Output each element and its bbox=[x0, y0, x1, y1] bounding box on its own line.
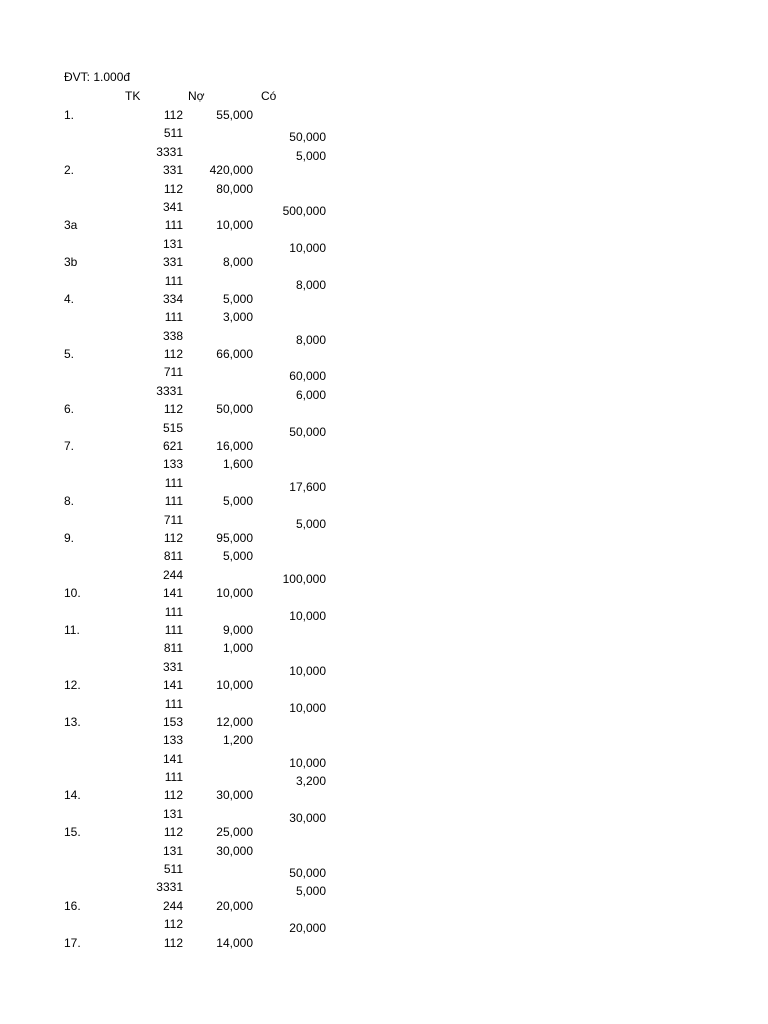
account-code: 811 bbox=[163, 549, 183, 564]
debit-amount: 12,000 bbox=[216, 714, 253, 729]
debit-amount: 16,000 bbox=[216, 439, 253, 454]
table-row bbox=[0, 143, 768, 161]
account-code: 811 bbox=[163, 641, 183, 656]
credit-amount: 10,000 bbox=[289, 608, 326, 623]
account-code: 331 bbox=[162, 255, 183, 270]
account-code: 338 bbox=[162, 328, 183, 343]
table-row bbox=[0, 934, 768, 952]
credit-amount: 17,600 bbox=[289, 479, 326, 494]
debit-amount: 1,000 bbox=[222, 641, 253, 656]
table-row bbox=[0, 106, 768, 124]
table-row bbox=[0, 253, 768, 271]
account-code: 111 bbox=[164, 273, 183, 288]
entry-number: 3b bbox=[64, 255, 78, 270]
credit-amount: 10,000 bbox=[289, 755, 326, 770]
header-credit: Có bbox=[261, 89, 277, 103]
account-code: 153 bbox=[162, 714, 183, 729]
account-code: 141 bbox=[162, 751, 183, 766]
table-row bbox=[0, 492, 768, 510]
account-code: 112 bbox=[163, 825, 183, 840]
credit-amount: 5,000 bbox=[295, 148, 326, 163]
entry-number: 1. bbox=[64, 108, 75, 122]
account-code: 111 bbox=[164, 770, 183, 785]
account-code: 111 bbox=[164, 494, 183, 509]
credit-amount: 50,000 bbox=[289, 866, 326, 881]
table-row bbox=[0, 419, 768, 437]
account-code: 334 bbox=[162, 291, 183, 306]
account-code: 621 bbox=[162, 439, 183, 454]
entry-number: 11. bbox=[64, 622, 80, 637]
debit-amount: 9,000 bbox=[222, 622, 253, 637]
debit-amount: 10,000 bbox=[216, 586, 253, 601]
debit-amount: 5,000 bbox=[222, 494, 253, 509]
credit-amount: 60,000 bbox=[289, 369, 326, 384]
table-row bbox=[0, 437, 768, 455]
table-row bbox=[0, 823, 768, 841]
account-code: 112 bbox=[163, 788, 183, 803]
credit-amount: 8,000 bbox=[295, 277, 326, 292]
entry-number: 4. bbox=[64, 291, 75, 306]
credit-amount: 10,000 bbox=[289, 700, 326, 715]
table-row bbox=[0, 382, 768, 400]
debit-amount: 10,000 bbox=[216, 678, 253, 693]
credit-amount: 20,000 bbox=[289, 921, 326, 936]
account-code: 711 bbox=[163, 512, 183, 527]
table-row bbox=[0, 363, 768, 384]
account-code: 111 bbox=[164, 475, 183, 490]
entry-number: 14. bbox=[64, 788, 81, 803]
table-row bbox=[0, 750, 768, 768]
account-code: 3331 bbox=[156, 880, 183, 895]
debit-amount: 1,600 bbox=[222, 457, 253, 472]
account-code: 711 bbox=[163, 365, 183, 380]
debit-amount: 3,000 bbox=[222, 310, 253, 325]
debit-amount: 30,000 bbox=[216, 843, 253, 858]
table-row bbox=[0, 180, 768, 198]
table-row bbox=[0, 713, 768, 731]
table-row bbox=[0, 786, 768, 804]
entry-number: 8. bbox=[64, 494, 75, 509]
account-code: 3331 bbox=[156, 144, 183, 159]
credit-amount: 8,000 bbox=[295, 332, 326, 347]
credit-amount: 500,000 bbox=[282, 203, 326, 218]
entry-number: 5. bbox=[64, 347, 75, 362]
table-row bbox=[0, 915, 768, 936]
table-row bbox=[0, 235, 768, 253]
debit-amount: 1,200 bbox=[222, 733, 253, 748]
table-row bbox=[0, 731, 768, 749]
account-code: 341 bbox=[162, 199, 183, 214]
column-header-row bbox=[0, 89, 768, 103]
debit-amount: 5,000 bbox=[222, 549, 253, 564]
account-code: 244 bbox=[162, 567, 183, 582]
table-row bbox=[0, 842, 768, 860]
table-row bbox=[0, 695, 768, 713]
credit-amount: 10,000 bbox=[289, 663, 326, 678]
entry-number: 6. bbox=[64, 402, 75, 417]
table-row bbox=[0, 584, 768, 602]
credit-amount: 30,000 bbox=[289, 810, 326, 825]
table-row bbox=[0, 272, 768, 290]
account-code: 112 bbox=[163, 935, 183, 950]
account-code: 331 bbox=[162, 659, 183, 674]
account-code: 111 bbox=[164, 310, 183, 325]
entry-number: 17. bbox=[64, 935, 81, 950]
debit-amount: 8,000 bbox=[222, 255, 253, 270]
credit-amount: 50,000 bbox=[289, 424, 326, 439]
table-row bbox=[0, 474, 768, 492]
debit-amount: 80,000 bbox=[216, 181, 253, 196]
journal-entries bbox=[0, 106, 768, 952]
entry-number: 15. bbox=[64, 825, 81, 840]
table-row bbox=[0, 639, 768, 657]
table-row bbox=[0, 345, 768, 363]
credit-amount: 50,000 bbox=[289, 130, 326, 145]
account-code: 131 bbox=[162, 806, 183, 821]
table-row bbox=[0, 290, 768, 308]
account-code: 515 bbox=[162, 420, 183, 435]
account-code: 133 bbox=[162, 733, 183, 748]
entry-number: 16. bbox=[64, 898, 81, 913]
table-row bbox=[0, 547, 768, 565]
account-code: 111 bbox=[164, 622, 183, 637]
debit-amount: 50,000 bbox=[216, 402, 253, 417]
entry-number: 7. bbox=[64, 439, 75, 454]
credit-amount: 5,000 bbox=[295, 884, 326, 899]
table-row bbox=[0, 216, 768, 234]
table-row bbox=[0, 161, 768, 179]
credit-amount: 10,000 bbox=[289, 240, 326, 255]
account-code: 133 bbox=[162, 457, 183, 472]
table-row bbox=[0, 897, 768, 915]
credit-amount: 100,000 bbox=[282, 571, 326, 586]
credit-amount: 6,000 bbox=[295, 387, 326, 402]
table-row bbox=[0, 308, 768, 326]
table-row bbox=[0, 658, 768, 676]
account-code: 112 bbox=[163, 108, 183, 122]
table-row bbox=[0, 676, 768, 694]
header-debit: Nợ bbox=[188, 89, 205, 103]
account-code: 141 bbox=[162, 586, 183, 601]
account-code: 111 bbox=[164, 218, 183, 233]
table-row bbox=[0, 124, 768, 145]
debit-amount: 55,000 bbox=[216, 108, 253, 122]
entry-number: 13. bbox=[64, 714, 81, 729]
debit-amount: 25,000 bbox=[216, 825, 253, 840]
table-row bbox=[0, 400, 768, 418]
account-code: 112 bbox=[163, 530, 183, 545]
account-code: 112 bbox=[163, 347, 183, 362]
table-row bbox=[0, 621, 768, 639]
account-code: 141 bbox=[162, 678, 183, 693]
credit-amount: 3,200 bbox=[295, 774, 326, 789]
table-row bbox=[0, 198, 768, 216]
table-row bbox=[0, 566, 768, 584]
entry-number: 9. bbox=[64, 530, 75, 545]
account-code: 244 bbox=[162, 898, 183, 913]
debit-amount: 5,000 bbox=[222, 291, 253, 306]
table-row bbox=[0, 511, 768, 529]
table-row bbox=[0, 529, 768, 547]
account-code: 112 bbox=[163, 402, 183, 417]
table-row bbox=[0, 860, 768, 881]
table-row bbox=[0, 878, 768, 899]
account-code: 3331 bbox=[156, 383, 183, 398]
entry-number: 12. bbox=[64, 678, 81, 693]
debit-amount: 420,000 bbox=[209, 163, 253, 178]
table-row bbox=[0, 805, 768, 823]
debit-amount: 95,000 bbox=[216, 530, 253, 545]
account-code: 331 bbox=[162, 163, 183, 178]
account-code: 112 bbox=[163, 181, 183, 196]
account-code: 131 bbox=[162, 236, 183, 251]
header-account: TK bbox=[125, 89, 141, 103]
entry-number: 3a bbox=[64, 218, 78, 233]
unit-label: ĐVT: 1.000đ bbox=[64, 70, 131, 84]
table-row bbox=[0, 603, 768, 621]
credit-amount: 5,000 bbox=[295, 516, 326, 531]
table-row bbox=[0, 327, 768, 345]
account-code: 131 bbox=[162, 843, 183, 858]
account-code: 112 bbox=[163, 917, 183, 932]
debit-amount: 14,000 bbox=[216, 935, 253, 950]
account-code: 111 bbox=[164, 696, 183, 711]
account-code: 111 bbox=[164, 604, 183, 619]
account-code: 511 bbox=[163, 862, 183, 877]
debit-amount: 20,000 bbox=[216, 898, 253, 913]
debit-amount: 30,000 bbox=[216, 788, 253, 803]
debit-amount: 66,000 bbox=[216, 347, 253, 362]
debit-amount: 10,000 bbox=[216, 218, 253, 233]
entry-number: 2. bbox=[64, 163, 75, 178]
account-code: 511 bbox=[163, 126, 183, 141]
entry-number: 10. bbox=[64, 586, 81, 601]
table-row bbox=[0, 768, 768, 789]
table-row bbox=[0, 455, 768, 473]
